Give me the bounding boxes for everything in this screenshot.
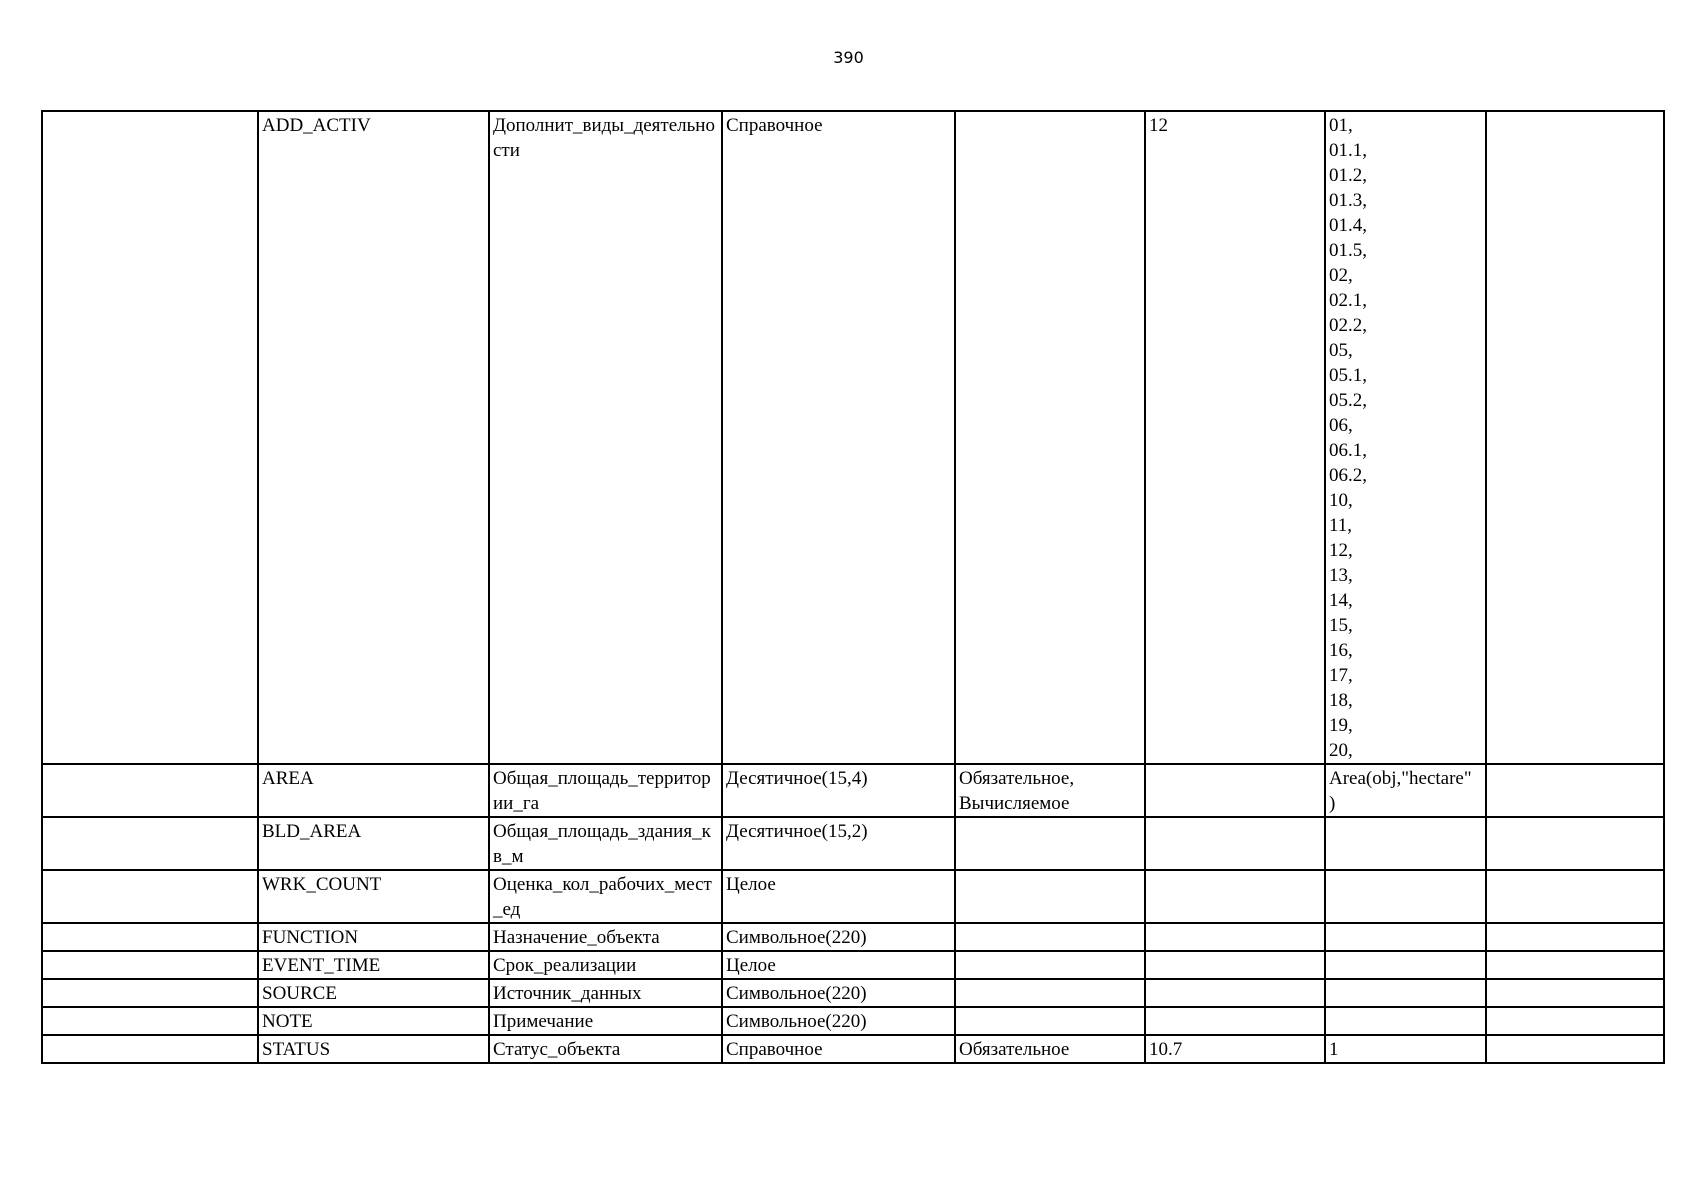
value-item: 01.1,	[1329, 140, 1367, 161]
cell-note	[1486, 764, 1664, 817]
cell-requirement: Обязательное	[955, 1035, 1145, 1063]
cell-type: Символьное(220)	[722, 1007, 955, 1035]
cell-name: Примечание	[489, 1007, 722, 1035]
table-row	[42, 923, 1664, 951]
cell-name: Общая_площадь_здания_​кв_м	[489, 817, 722, 870]
value-item: 15,	[1329, 615, 1353, 636]
cell-note	[1486, 111, 1664, 764]
cell-values	[1325, 764, 1486, 817]
cell-type: Символьное(220)	[722, 923, 955, 951]
cell-id	[42, 111, 258, 764]
cell-code: STATUS	[258, 1035, 489, 1063]
value-item: 16,	[1329, 640, 1353, 661]
cell-requirement	[955, 870, 1145, 923]
cell-type: Справочное	[722, 1035, 955, 1063]
cell-id	[42, 870, 258, 923]
cell-name: Назначение_объекта	[489, 923, 722, 951]
cell-name: Источник_данных	[489, 979, 722, 1007]
value-item: 01,	[1329, 115, 1353, 136]
value-item: 05.2,	[1329, 390, 1367, 411]
table-row	[42, 979, 1664, 1007]
value-item: 02.1,	[1329, 290, 1367, 311]
value-item: 05,	[1329, 340, 1353, 361]
value-item: 06.1,	[1329, 440, 1367, 461]
cell-name: Общая_площадь_террито​рии_га	[489, 764, 722, 817]
cell-type: Десятичное(15,2)	[722, 817, 955, 870]
cell-reference	[1145, 951, 1325, 979]
cell-note	[1486, 923, 1664, 951]
requirement-line: Обязательное,	[959, 768, 1075, 789]
cell-note	[1486, 951, 1664, 979]
cell-reference	[1145, 870, 1325, 923]
cell-type: Символьное(220)	[722, 979, 955, 1007]
value-item: 19,	[1329, 715, 1353, 736]
value-item: 13,	[1329, 565, 1353, 586]
value-item: 02.2,	[1329, 315, 1367, 336]
cell-code: WRK_COUNT	[258, 870, 489, 923]
value-item: 01.3,	[1329, 190, 1367, 211]
cell-requirement	[955, 817, 1145, 870]
cell-code: SOURCE	[258, 979, 489, 1007]
cell-id	[42, 764, 258, 817]
cell-requirement	[955, 951, 1145, 979]
cell-name: Дополнит_виды_деятельн​ости	[489, 111, 722, 764]
cell-reference	[1145, 817, 1325, 870]
cell-note	[1486, 1035, 1664, 1063]
table-row	[42, 951, 1664, 979]
value-item: 17,	[1329, 665, 1353, 686]
cell-note	[1486, 817, 1664, 870]
cell-values: 1	[1325, 1035, 1486, 1063]
table-row	[42, 764, 1664, 817]
value-item: 06.2,	[1329, 465, 1367, 486]
value-item: 01.2,	[1329, 165, 1367, 186]
table-row	[42, 817, 1664, 870]
cell-reference: 10.7	[1145, 1035, 1325, 1063]
cell-requirement	[955, 1007, 1145, 1035]
cell-code: NOTE	[258, 1007, 489, 1035]
value-item: 05.1,	[1329, 365, 1367, 386]
value-item: 01.4,	[1329, 215, 1367, 236]
value-item: 10,	[1329, 490, 1353, 511]
cell-code: EVENT_TIME	[258, 951, 489, 979]
cell-code: AREA	[258, 764, 489, 817]
cell-values	[1325, 817, 1486, 870]
attribute-table	[41, 110, 1665, 1064]
cell-requirement	[955, 979, 1145, 1007]
cell-name: Срок_реализации	[489, 951, 722, 979]
cell-code: FUNCTION	[258, 923, 489, 951]
cell-id	[42, 1035, 258, 1063]
cell-reference: 12	[1145, 111, 1325, 764]
cell-values	[1325, 111, 1486, 764]
value-item: 02,	[1329, 265, 1353, 286]
page-number: 390	[833, 48, 864, 67]
cell-values	[1325, 979, 1486, 1007]
requirement-line: Вычисляемое	[959, 793, 1070, 814]
cell-reference	[1145, 764, 1325, 817]
cell-type: Целое	[722, 870, 955, 923]
value-item: 14,	[1329, 590, 1353, 611]
table-row	[42, 1035, 1664, 1063]
cell-type: Десятичное(15,4)	[722, 764, 955, 817]
cell-note	[1486, 1007, 1664, 1035]
value-item: 12,	[1329, 540, 1353, 561]
cell-id	[42, 1007, 258, 1035]
cell-id	[42, 923, 258, 951]
value-item: 18,	[1329, 690, 1353, 711]
value-item: 01.5,	[1329, 240, 1367, 261]
cell-id	[42, 817, 258, 870]
cell-reference	[1145, 923, 1325, 951]
cell-reference	[1145, 1007, 1325, 1035]
value-item: 11,	[1329, 515, 1353, 536]
cell-type: Справочное	[722, 111, 955, 764]
table-row	[42, 111, 1664, 764]
value-item: )	[1329, 793, 1336, 814]
cell-id	[42, 951, 258, 979]
cell-name: Оценка_кол_рабочих_мес​т_ед	[489, 870, 722, 923]
cell-code: ADD_ACTIV	[258, 111, 489, 764]
cell-note	[1486, 979, 1664, 1007]
cell-values	[1325, 951, 1486, 979]
value-item: Area(obj,"hectare"	[1329, 768, 1472, 789]
cell-values	[1325, 870, 1486, 923]
cell-type: Целое	[722, 951, 955, 979]
cell-name: Статус_объекта	[489, 1035, 722, 1063]
cell-requirement	[955, 923, 1145, 951]
cell-note	[1486, 870, 1664, 923]
cell-values	[1325, 923, 1486, 951]
table-row	[42, 870, 1664, 923]
value-item: 06,	[1329, 415, 1353, 436]
cell-reference	[1145, 979, 1325, 1007]
cell-requirement	[955, 111, 1145, 764]
cell-id	[42, 979, 258, 1007]
cell-values	[1325, 1007, 1486, 1035]
cell-requirement	[955, 764, 1145, 817]
table-row	[42, 1007, 1664, 1035]
cell-code: BLD_AREA	[258, 817, 489, 870]
value-item: 20,	[1329, 740, 1353, 761]
